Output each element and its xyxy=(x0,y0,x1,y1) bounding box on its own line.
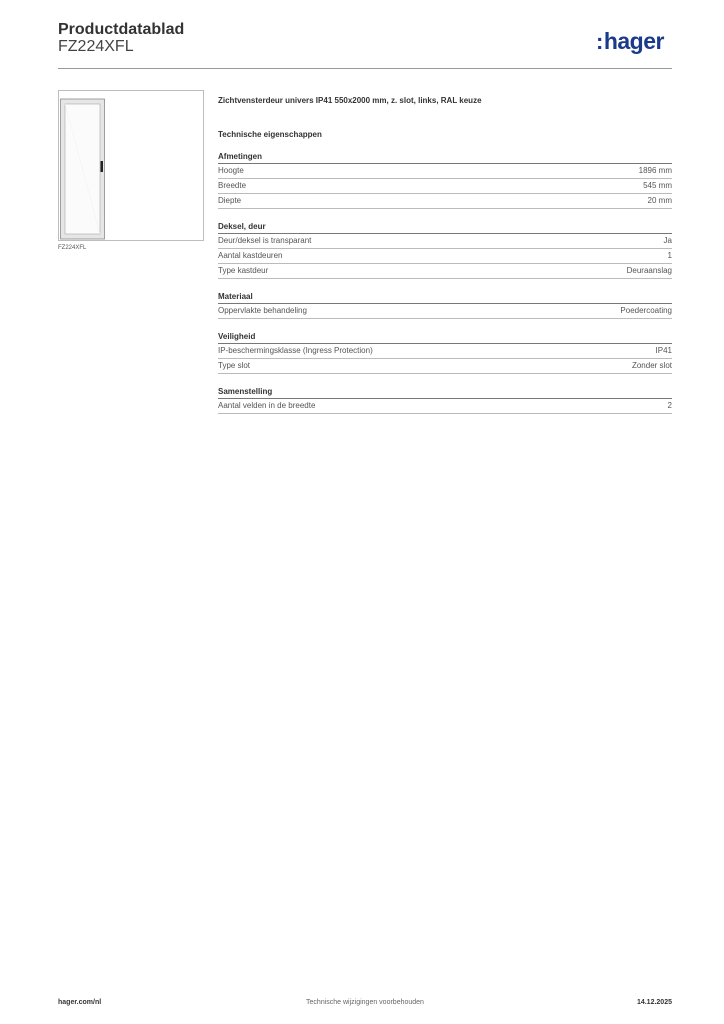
spec-label: Deur/deksel is transparant xyxy=(218,236,312,245)
spec-label: Oppervlakte behandeling xyxy=(218,306,307,315)
spec-row xyxy=(218,234,672,249)
door-illustration-icon xyxy=(59,91,203,240)
page-title: Productdatablad xyxy=(58,21,185,38)
spec-label: Aantal velden in de breedte xyxy=(218,401,316,410)
spec-label: Aantal kastdeuren xyxy=(218,251,283,260)
spec-value: 1896 mm xyxy=(638,166,672,175)
spec-row xyxy=(218,359,672,374)
spec-value: Zonder slot xyxy=(631,361,672,370)
product-image xyxy=(58,90,204,241)
spec-value: IP41 xyxy=(655,346,672,355)
logo-text: hager xyxy=(603,28,664,54)
spec-row xyxy=(218,344,672,359)
section-title: Veiligheid xyxy=(218,332,672,344)
spec-row xyxy=(218,304,672,319)
spec-row xyxy=(218,164,672,179)
spec-value: 545 mm xyxy=(643,181,672,190)
logo-colon-icon: : xyxy=(596,29,603,54)
section-samenstelling xyxy=(218,387,672,414)
spec-row xyxy=(218,179,672,194)
spec-value: 20 mm xyxy=(647,196,672,205)
header-divider xyxy=(58,68,672,69)
footer-date: 14.12.2025 xyxy=(636,999,672,1006)
footer-website-link[interactable]: hager.com/nl xyxy=(58,999,102,1006)
footer-notice: Technische wijzigingen voorbehouden xyxy=(306,999,424,1006)
section-title: Afmetingen xyxy=(218,152,672,164)
spec-row xyxy=(218,194,672,209)
spec-value: Ja xyxy=(663,236,672,245)
spec-label: Type slot xyxy=(218,361,251,370)
hager-logo xyxy=(596,28,664,55)
section-title: Deksel, deur xyxy=(218,222,672,234)
spec-label: Diepte xyxy=(218,196,242,205)
section-materiaal xyxy=(218,292,672,319)
spec-row xyxy=(218,249,672,264)
section-deksel-deur xyxy=(218,222,672,279)
spec-row xyxy=(218,399,672,414)
spec-content xyxy=(218,96,672,414)
section-afmetingen xyxy=(218,152,672,209)
spec-value: Poedercoating xyxy=(620,306,672,315)
image-caption: FZ224XFL xyxy=(58,245,87,251)
spec-label: IP-beschermingsklasse (Ingress Protection) xyxy=(218,346,373,355)
product-description: Zichtvensterdeur univers IP41 550x2000 mm, z. slot, links, RAL keuze xyxy=(218,96,482,105)
spec-label: Hoogte xyxy=(218,166,244,175)
tech-properties-heading: Technische eigenschappen xyxy=(218,130,322,139)
product-code: FZ224XFL xyxy=(58,38,134,55)
spec-label: Type kastdeur xyxy=(218,266,269,275)
section-veiligheid xyxy=(218,332,672,374)
spec-value: Deuraanslag xyxy=(626,266,672,275)
section-title: Samenstelling xyxy=(218,387,672,399)
section-title: Materiaal xyxy=(218,292,672,304)
spec-value: 1 xyxy=(667,251,672,260)
spec-row xyxy=(218,264,672,279)
spec-label: Breedte xyxy=(218,181,247,190)
spec-value: 2 xyxy=(667,401,672,410)
